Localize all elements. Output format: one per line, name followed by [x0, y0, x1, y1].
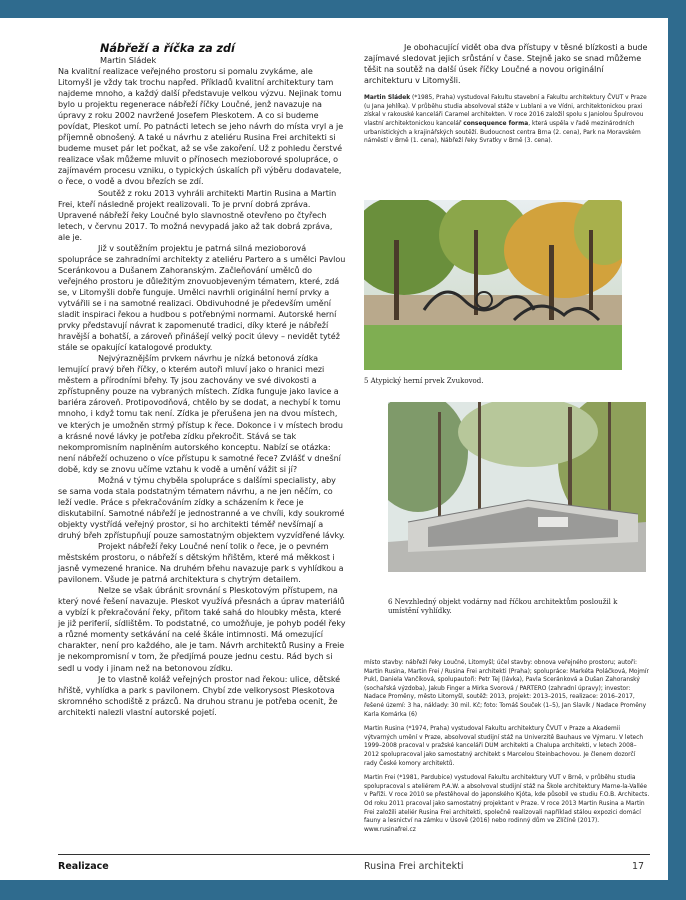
bio-office: consequence forma [463, 120, 529, 127]
photo-caption-6: 6 Nevzhledný objekt vodárny nad říčkou architektům posloužil k umístění vyhlídky. [388, 598, 618, 616]
bio-text-2: , která uspěla v řadě mezinárodních urbanistických a krajinářských soutěží. Budoucnost centra Brna (2. cena), Park na Moravském náměstí v Brně (1. cena), Nábřeží řeky Svratky v Brně (3. cena). [364, 120, 641, 145]
photo-playground [364, 200, 622, 370]
paragraph: Možná v týmu chyběla spolupráce s dalšími specialisty, aby se sama voda stala podstatným tématem návrhu, a ne jen něčím, co leží vedle. Práce s překračováním zídky a scházením k řece je diskutabilní. Samotné nábřeží je jednostranné a ve chvíli, kdy soukromé objekty vystřídá veřejný prostor, si ho architekti téměř nevšímají a druhý břeh zpřístupňují pouze samostatným objektem vyzvídřené lávky. [58, 475, 345, 540]
paragraph: Na kvalitní realizace veřejného prostoru si pomalu zvykáme, ale Litomyšl je vždy tak trochu napřed. Příkladů kvalitní architektury tam najdeme mnoho, a každý další představuje velkou výzvu. Nejinak tomu bylo u projektu regenerace nábřeží říčky Loučné, jenž navazuje na úpravy z roku 2002 navržené Josefem Pleskotem. A co si budeme povídat, Pleskot umí. Po patnácti letech se jeho návrh do místa vryl a je příjemně obnošený. A také u návrhu z ateliéru Rusina Frei architekti si budeme muset pár let počkat, až se vše zakoření. Už z pohledu čerstvé realizace však můžeme mluvit o přínosech mezioborové spolupráce, o zajímavém procesu vzniku, o typických úskalích při výběru dodavatele, o řece, o vodě a dvou březích se zdí. [58, 67, 344, 187]
paragraph: Nelze se však úbránit srovnání s Pleskotovým přístupem, na který nové řešení navazuje. Pleskot využívá přesnách a úprav materiálů a vybízí k překračování řeky, přitom také sahá do hloubky města, které je již periferií, sídlištěm. To podstatné, co umožňuje, je pohyb podél řeky a různé momenty setkávání na celé škále intimnosti. Má omezující charakter, není pro každého, ale je tam. Návrh architektů Rusiny a Freie je nekompromisní v tom, že předjímá pouze jednu cestu. Rád bych si sedl u vody i jinam než na betonovou zídku. [58, 586, 346, 673]
article-body [58, 66, 346, 718]
credits-project-info: místo stavby: nábřeží řeky Loučné, Litomyšl; účel stavby: obnova veřejného prostoru; autoři: Martin Rusina, Martin Frei / Rusina Frei architekti (Praha); spolupráce: Markéta Poláčková, Mojmír Pukl, Daniela Vančíková, spolupautoři: Petr Tej (lávka), Pavla Sceránková a Dušan Zahoranský (sochařská výzdoba), Jakub Finger a Mirka Svorová / PARTERO (zahradní úpravy); investor: Nadace Proměny, město Litomyšl, soutěž: 2013, projekt: 2013–2015, realizace: 2016–2017, řešené území: 3 ha, náklady: 30 mil. Kč; foto: Tomáš Souček (1–5), Jan Slavík / Nadace Proměny Karla Komárka (6) [364, 660, 649, 718]
paragraph: Soutěž z roku 2013 vyhráli architekti Martin Rusina a Martin Frei, kteří následně projekt realizovali. To je první dobrá zpráva. Upravené nábřeží řeky Loučné bylo slavnostně otevřeno po čtyřech letech, v červnu 2017. To možná nevypadá jako až tak dobrá zpráva, ale je. [58, 188, 337, 242]
article-title: Nábřeží a říčka za zdí [100, 42, 235, 55]
right-column [364, 42, 650, 146]
paragraph: Je to vlastně koláž veřejných prostor nad řekou: ulice, dětské hřiště, vyhlídka a park s pavilonem. Chybí zde velkorysost Pleskotova skromného schodiště z prázců. Na druhou stranu je potřeba ocenit, že architekti nalezli vlastní autorské pojetí. [58, 674, 341, 717]
paragraph: Je obohacující vidět oba dva přístupy v těsné blízkosti a bude zajímavé sledovat jejich srůstání v čase. Stejně jako se snad můžeme těšit na soutěž na další úsek říčky Loučné a novou originální architekturu v Litomyšli. [364, 43, 648, 86]
paragraph: Již v soutěžním projektu je patrná silná mezioborová spolupráce se zahradními architekty z ateliéru Partero a s umělci Pavlou Sceránkovou a Dušanem Zahoranským. Začleňování umělců do veřejného prostoru je důležitým znovuobjeveným tématem, které, zdá se, v Litomyšli dobře funguje. Umělci navrhli originální herní prvky a vytvářili se i na samotné realizaci. Obdivuhodné je především umění sladit inspiraci řekou a hudbou s potřebnými normami. Autorské herní prvky představují návrat k zapomenuté tradici, díky které je nábřeží hravější a bohatší, a zároveň přinášejí velký pocit úlevy – nevidět tytéž stále se opakující katalogové produkty. [58, 243, 346, 353]
bio-text: (*1985, Praha) vystudoval Fakultu stavební a Fakultu architektury ČVUT v Praze (u Jana Jehlíka). V průběhu studia absolvoval stáže v Lublani a ve Vídni, architektonickou praxi získal v rakouské kanceláři Caramel architekten. V roce 2016 založil spolu s Janiolou Špulrovou vlastní architektonickou kancelář [364, 95, 647, 127]
credits-rusina-bio: Martin Rusina (*1974, Praha) vystudoval Fakultu architektury ČVUT v Praze a Akademii výtvarných umění v Praze, absolvoval studijní stáž na Univerzitě Bauhaus ve Výmaru. V letech 1999–2008 pracoval v pražské kanceláři DUM architekti a Chalupa architekti, v letech 2008–2012 spolupracoval jako samostatný architekt s Marcelou Steinbachovou. Je členem dozorčí rady České komory architektů. [364, 726, 644, 767]
paragraph: Projekt nábřeží řeky Loučné není tolik o řece, je o pevném městském prostoru, o nábřeží s dětským hřištěm, které má měkkost i jasně vymezené hranice. Na druhém břehu navazuje park s vyhlídkou a pavilonem. Všude je patrná architektura s chytrým detailem. [58, 542, 344, 585]
author-bio [364, 94, 650, 146]
project-credits [364, 659, 650, 840]
photo-lookout [388, 402, 646, 572]
magazine-page [0, 18, 668, 880]
paragraph: Nejvýraznějším prvkem návrhu je nízká betonová zídka lemující pravý břeh říčky, o kterém autoři mluví jako o hranici mezi městem a přírodními břehy. Ty jsou zachovány ve své divokosti a zpřístupněny pouze na vybraných místech. Zídka funguje jako lavice a bariéra zároveň. Protipovodňová, chtělo by se dodat, a nechybí k tomu mnoho, i když tomu tak není. Zídka je přerušena jen na dvou místech, ve kterých je umožněn strmý přístup k řece. Dokonce i v místech brodu a krásné nové lávky je potřeba zídku překročit. Stává se tak nekompromisním naplněním autorského konceptu. Nabízí se otázka: není nábřeží ochuzeno o více přístupu k samotné řece? Zvlášť v dnešní době, kdy se znovu učíme vztahu k vodě a umění vážit si jí? [58, 354, 343, 474]
credits-frei-bio: Martin Frei (*1981, Pardubice) vystudoval Fakultu architektury VUT v Brně, v průběhu studia spolupracoval s ateliérem P.A.W. a absolvoval studijní stáž na Škole architektury Marne-la-Vallée v Paříži. V roce 2010 se přestěhoval do japonského Kjóta, kde působil ve studiu F.O.B. Architects. Od roku 2011 pracoval jako samostatný projektant v Praze. V roce 2013 Martin Rusina a Martin Frei založili ateliér Rusina Frei architekti, společně realizovali například stálou expozici domácí fauny a lesnictví na zámku v Úsově (2016) nebo rodinný dům ve Zlíčíně (2017). www.rusinafrei.cz [364, 775, 650, 833]
article-author: Martin Sládek [100, 55, 157, 65]
bio-name: Martin Sládek [364, 95, 411, 102]
footer-studio: Rusina Frei architekti [364, 861, 464, 872]
footer-section: Realizace [58, 861, 109, 872]
article-body-continued [364, 42, 650, 86]
page-number: 17 [632, 861, 645, 872]
photo-caption-5: 5 Atypický herní prvek Zvukovod. [364, 377, 484, 385]
footer-divider [58, 854, 650, 855]
left-column [58, 42, 346, 718]
